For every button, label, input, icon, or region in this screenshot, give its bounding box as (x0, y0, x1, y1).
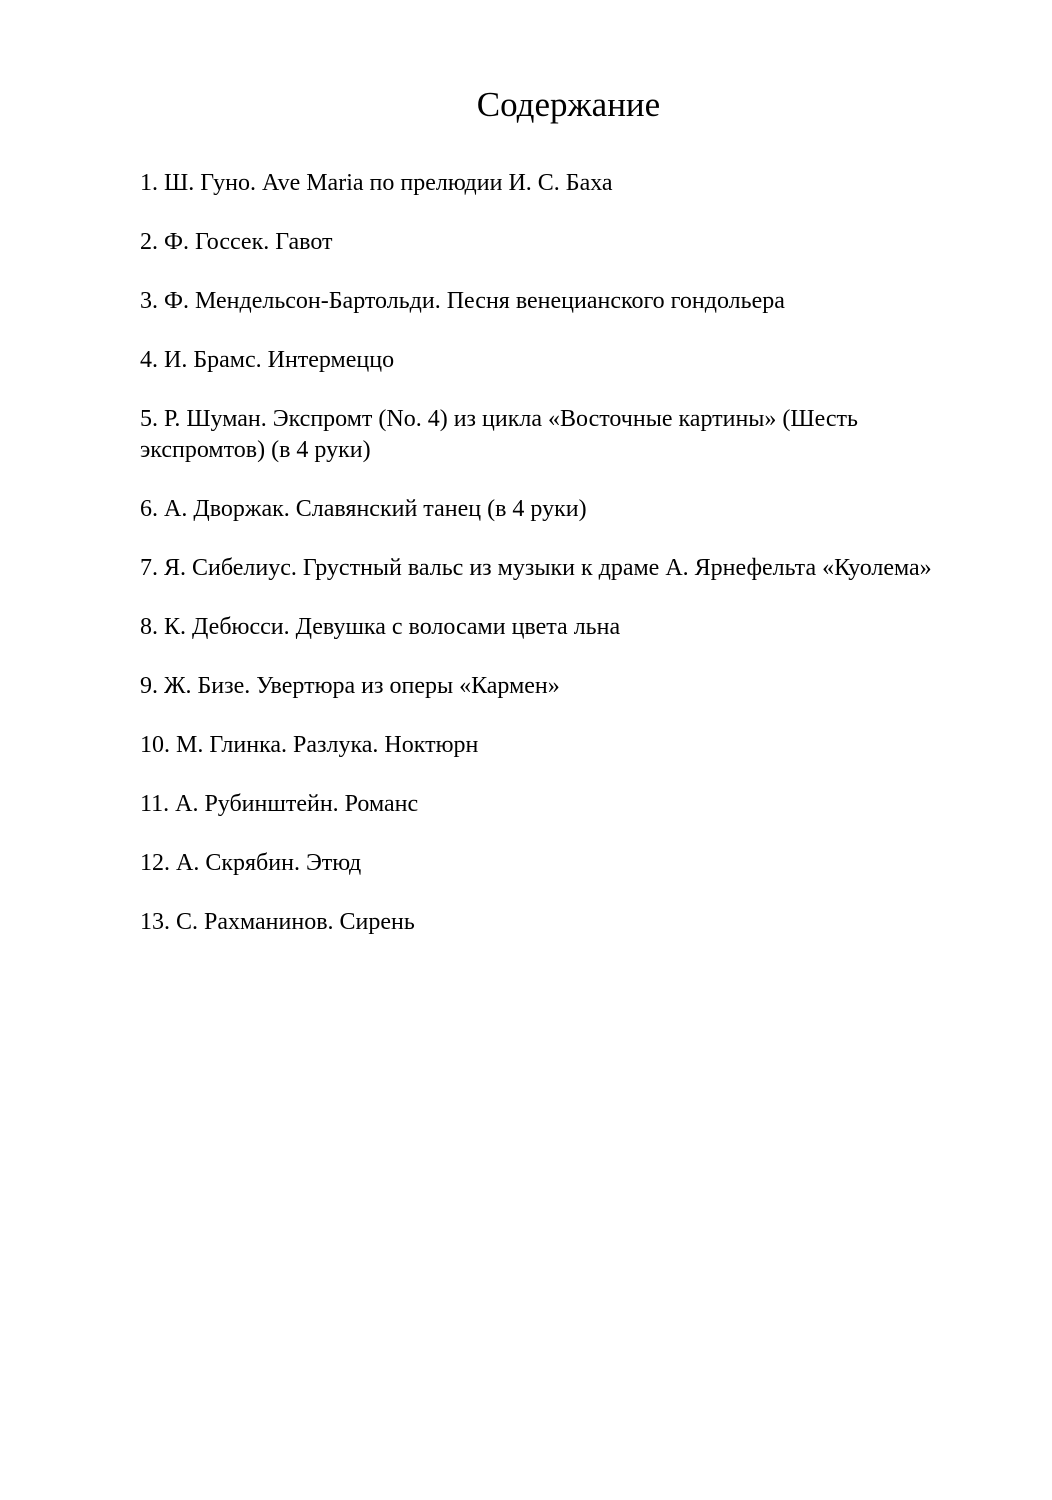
toc-item-1: 1. Ш. Гуно. Ave Maria по прелюдии И. С. Баха (140, 170, 613, 196)
toc-item-10: 10. М. Глинка. Разлука. Ноктюрн (140, 732, 479, 758)
toc-item-13: 13. С. Рахманинов. Сирень (140, 909, 415, 935)
toc-item-5: 5. Р. Шуман. Экспромт (No. 4) из цикла «Восточные картины» (Шесть экспромтов) (в 4 руки) (140, 406, 858, 463)
toc-item-4: 4. И. Брамс. Интермеццо (140, 347, 395, 373)
toc-item-7: 7. Я. Сибелиус. Грустный вальс из музыки к драме А. Ярнефельта «Куолема» (140, 555, 932, 581)
toc-item-11: 11. А. Рубинштейн. Романс (140, 791, 419, 817)
page-title: Содержание (476, 85, 661, 124)
table-of-contents (140, 168, 1040, 966)
toc-item-12: 12. А. Скрябин. Этюд (140, 850, 362, 876)
toc-item-2: 2. Ф. Госсек. Гавот (140, 229, 333, 255)
toc-item-6: 6. А. Дворжак. Славянский танец (в 4 руки) (140, 496, 587, 522)
toc-item-3: 3. Ф. Мендельсон-Бартольди. Песня венецианского гондольера (140, 288, 785, 314)
toc-item-9: 9. Ж. Бизе. Увертюра из оперы «Кармен» (140, 673, 560, 699)
toc-item-8: 8. К. Дебюсси. Девушка с волосами цвета льна (140, 614, 621, 640)
